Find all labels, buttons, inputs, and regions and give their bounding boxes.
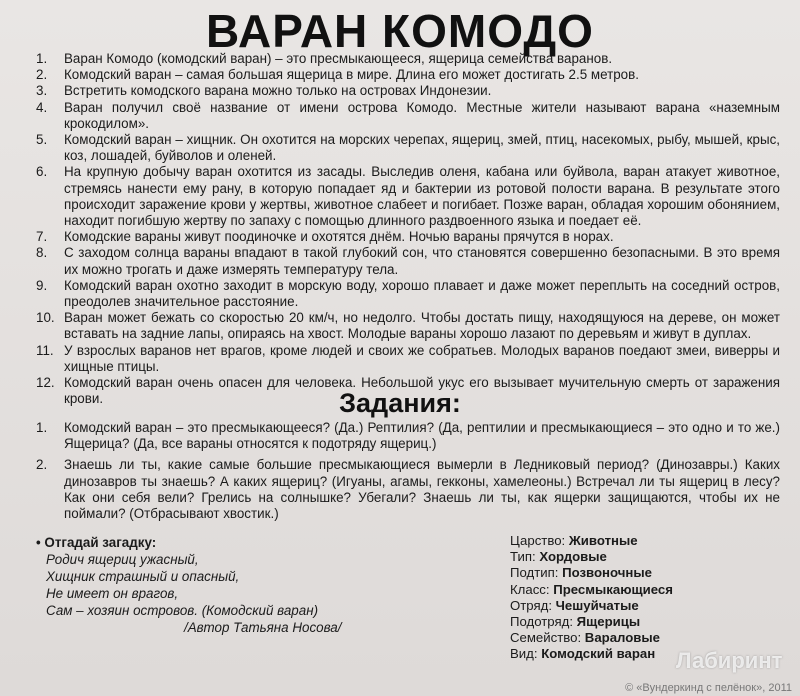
- item-number: 1.: [36, 51, 48, 66]
- fact-item: [36, 164, 780, 229]
- riddle-line: Родич ящериц ужасный,: [46, 552, 199, 567]
- fact-item: [36, 67, 780, 83]
- fact-item: [36, 83, 780, 99]
- taxonomy-label: Тип:: [510, 549, 536, 565]
- item-number: 2.: [36, 457, 48, 473]
- item-number: 8.: [36, 245, 48, 261]
- fact-item: [36, 245, 780, 277]
- taxonomy-row: [510, 582, 790, 598]
- fact-item: [36, 229, 780, 245]
- fact-item: [36, 132, 780, 164]
- taxonomy-label: Царство:: [510, 533, 566, 548]
- item-number: 2.: [36, 67, 48, 83]
- item-number: 12.: [36, 375, 55, 391]
- item-text: Варан может бежать со скоростью 20 км/ч, но недолго. Чтобы достать пищу, находящуюся на дереве, он может вставать на задние лапы, опираясь на хвост. Молодые вараны хорошо лазают по деревьям и живут в дуплах.: [64, 310, 780, 342]
- riddle-line: Сам – хозяин островов. (Комодский варан): [46, 603, 319, 618]
- taxonomy-value: Чешуйчатые: [555, 597, 639, 613]
- item-text: Знаешь ли ты, какие самые большие пресмыкающиеся вымерли в Ледниковый период? (Динозавры.) Каких динозавров ты знаешь? А каких ящериц? (Игуаны, агамы, гекконы, хамелеоны.) Встречал ли ты ящериц в лесу? Как они себя вели? Грелись на солнышке? Убегали? Знаешь ли ты, как ящерки защищаются, чтобы их не поймали? (Отбрасывают хвостик.): [64, 457, 780, 522]
- task-item: [36, 420, 780, 452]
- item-text: Варан Комодо (комодский варан) – это пресмыкающееся, ящерица семейства варанов.: [64, 51, 613, 66]
- item-number: 11.: [36, 342, 54, 358]
- facts-list: [36, 51, 780, 407]
- item-number: 10.: [36, 310, 55, 326]
- riddle-line: Не имеет он врагов,: [46, 586, 179, 601]
- item-number: 5.: [36, 132, 48, 148]
- taxonomy-label: Отряд:: [510, 597, 552, 613]
- riddle-title: • Отгадай загадку:: [36, 535, 157, 550]
- taxonomy-row: [510, 565, 790, 581]
- item-text: На крупную добычу варан охотится из засады. Выследив оленя, кабана или буйвола, варан атакует животное, стремясь нанести ему рану, в которую попадает яд и бактерии из ротовой полости варана. В результате этого происходит заражение крови у жертвы, животное слабеет и погибает. Позже варан, обладая хорошим обонянием, находит погибшую жертву по запаху с помощью длинного раздвоенного языка и поедает её.: [64, 164, 780, 229]
- taxonomy-label: Вид:: [510, 646, 538, 662]
- fact-item: [36, 278, 780, 310]
- taxonomy-value: Ящерицы: [576, 614, 641, 630]
- item-number: 9.: [36, 277, 48, 293]
- taxonomy-value: Пресмыкающиеся: [553, 581, 673, 597]
- item-text: Комодский варан – хищник. Он охотится на морских черепах, ящериц, змей, птиц, насекомых, рыбу, мышей, крыс, коз, лошадей, буйволов и оленей.: [64, 132, 780, 164]
- taxonomy-block: [510, 533, 790, 663]
- item-text: Встретить комодского варана можно только на островах Индонезии.: [64, 83, 492, 99]
- copyright-footer: © «Вундеркинд с пелёнок», 2011: [625, 682, 792, 694]
- taxonomy-label: Семейство:: [510, 630, 582, 646]
- item-number: 6.: [36, 164, 48, 180]
- taxonomy-label: Класс:: [510, 581, 550, 597]
- taxonomy-value: Хордовые: [539, 549, 607, 565]
- watermark-logo: Лабиринт: [676, 648, 783, 673]
- taxonomy-value: Животные: [568, 533, 638, 548]
- item-number: 3.: [36, 83, 48, 99]
- task-item: [36, 457, 780, 522]
- taxonomy-label: Подтип:: [510, 565, 559, 581]
- taxonomy-value: Комодский варан: [541, 646, 656, 662]
- item-number: 4.: [36, 99, 48, 115]
- item-number: 7.: [36, 229, 48, 245]
- taxonomy-row: [510, 549, 790, 565]
- riddle-author: /Автор Татьяна Носова/: [184, 620, 342, 635]
- fact-item: [36, 343, 780, 375]
- tasks-heading: Задания:: [339, 388, 461, 418]
- item-text: У взрослых варанов нет врагов, кроме людей и своих же собратьев. Молодых варанов поедают змеи, виверры и хищные птицы.: [64, 342, 780, 374]
- taxonomy-row: [510, 630, 790, 646]
- item-text: Комодский варан охотно заходит в морскую воду, хорошо плавает и даже может переплыть на соседний остров, преодолев значительное расстояние.: [64, 277, 780, 310]
- item-text: Комодский варан – это пресмыкающееся? (Да.) Рептилия? (Да, рептилии и пресмыкающиеся – это одно и то же.) Ящерица? (Да, все вараны относятся к подотряду ящериц.): [64, 420, 780, 452]
- item-text: Комодский варан очень опасен для человека. Небольшой укус его вызывает мучительную смерть от заражения крови.: [64, 375, 780, 407]
- item-text: С заходом солнца вараны впадают в такой глубокий сон, что становятся совершенно безопасными. В это время их можно трогать и даже измерять температуру тела.: [64, 245, 780, 277]
- riddle-block: [36, 534, 456, 636]
- taxonomy-label: Подотряд:: [510, 614, 573, 630]
- tasks-list: [36, 420, 780, 527]
- item-text: Комодские вараны живут поодиночке и охотятся днём. Ночью вараны прячутся в норах.: [64, 229, 614, 245]
- item-text: Варан получил своё название от имени острова Комодо. Местные жители называют варана «наземным крокодилом».: [64, 99, 780, 131]
- taxonomy-row: [510, 598, 790, 614]
- taxonomy-value: Позвоночные: [562, 565, 652, 581]
- taxonomy-row: [510, 533, 790, 549]
- fact-item: [36, 51, 780, 67]
- page-title: ВАРАН КОМОДО: [206, 5, 594, 57]
- fact-item: [36, 310, 780, 342]
- taxonomy-value: Вараловые: [584, 630, 661, 646]
- fact-item: [36, 100, 780, 132]
- item-number: 1.: [36, 420, 48, 435]
- item-text: Комодский варан – самая большая ящерица в мире. Длина его может достигать 2.5 метров.: [64, 67, 639, 83]
- taxonomy-row: [510, 614, 790, 630]
- riddle-line: Хищник страшный и опасный,: [46, 569, 240, 584]
